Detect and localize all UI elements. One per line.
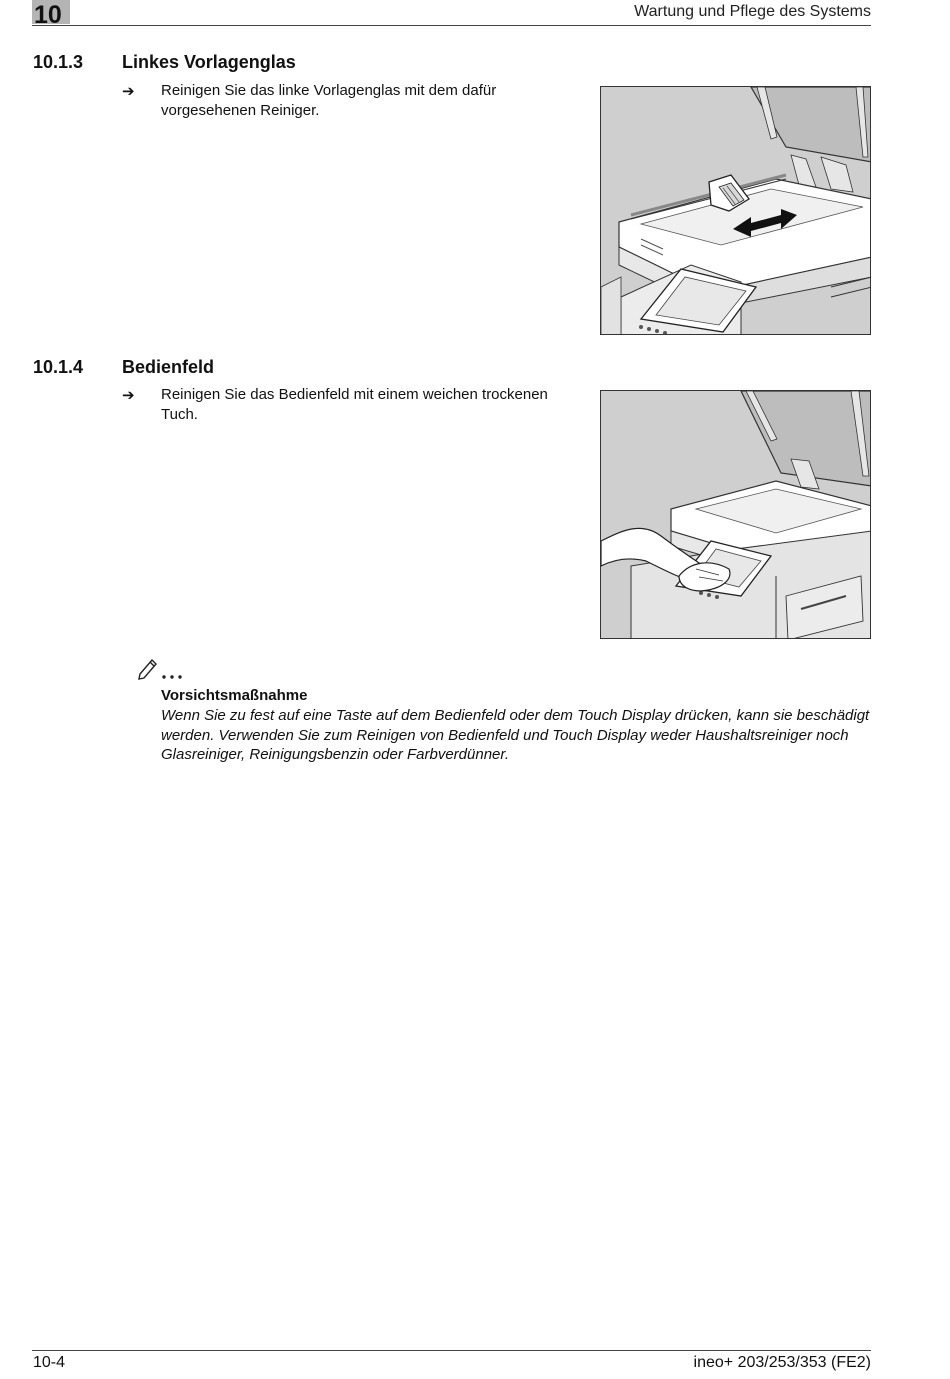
pencil-note-icon xyxy=(137,654,187,682)
section-title: Bedienfeld xyxy=(122,357,215,377)
note-text: Wenn Sie zu fest auf eine Taste auf dem Bedienfeld oder dem Touch Display drücken, kann sie beschädigt werden. Verwenden Sie zum Reinigen von Bedienfeld und Touch Display weder Haushaltsreiniger noch Glasreiniger, Reinigungsbenzin oder Farbverdünner. xyxy=(161,707,870,763)
page-number: 10-4 xyxy=(33,1354,66,1371)
section-title: Linkes Vorlagenglas xyxy=(122,52,296,72)
figure-glass-cleaning xyxy=(600,86,871,335)
running-header-title: Wartung und Pflege des Systems xyxy=(634,3,871,20)
arrow-bullet-icon: ➔ xyxy=(122,83,135,100)
section-number: 10.1.3 xyxy=(33,52,84,72)
product-name: ineo+ 203/253/353 (FE2) xyxy=(693,1354,871,1371)
figure-panel-cleaning xyxy=(600,390,871,639)
header-divider xyxy=(32,25,871,26)
instruction-text: Reinigen Sie das Bedienfeld mit einem weichen trockenen Tuch. xyxy=(161,386,548,423)
footer-divider xyxy=(32,1350,871,1351)
instruction-text: Reinigen Sie das linke Vorlagenglas mit dem dafür vorgesehenen Reiniger. xyxy=(161,82,497,119)
arrow-bullet-icon: ➔ xyxy=(122,387,135,404)
section-number: 10.1.4 xyxy=(33,357,84,377)
chapter-number-tab: 10 xyxy=(32,0,70,24)
note-heading: Vorsichtsmaßnahme xyxy=(161,687,308,704)
